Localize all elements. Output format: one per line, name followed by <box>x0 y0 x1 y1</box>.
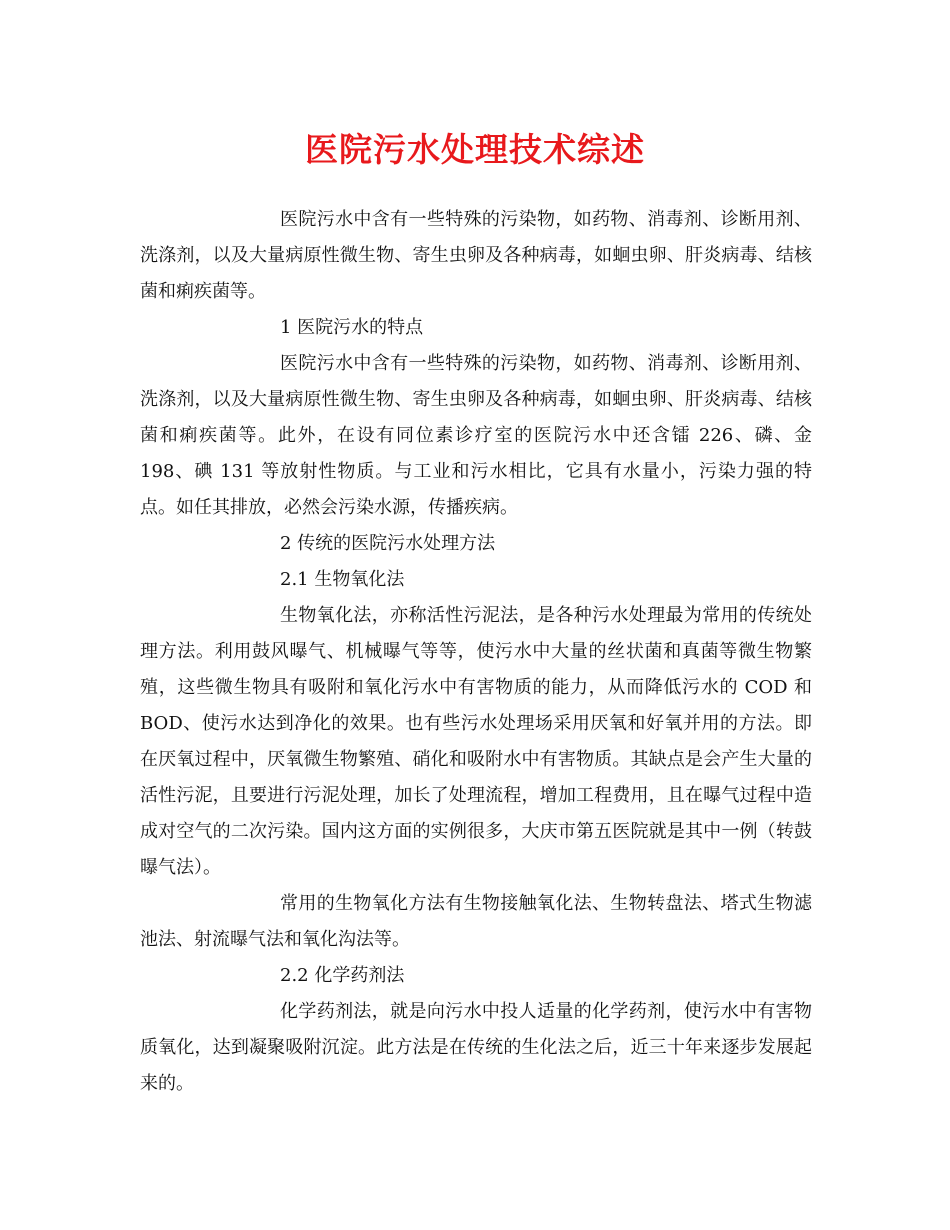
section-heading-2: 2 传统的医院污水处理方法 <box>280 533 496 554</box>
document-title: 医院污水处理技术综述 <box>305 130 645 169</box>
section-heading-1: 1 医院污水的特点 <box>280 317 424 338</box>
subsection-heading-2-2: 2.2 化学药剂法 <box>280 965 405 986</box>
section-1-paragraph: 医院污水中含有一些特殊的污染物，如药物、消毒剂、诊断用剂、洗涤剂，以及大量病原性微生物、寄生虫卵及各种病毒，如蛔虫卵、肝炎病毒、结核菌和痢疾菌等。此外，在设有同位素诊疗室的医院污水中还含镭 226、磷、金 198、碘 131 等放射性物质。与工业和污水相比，它具有水量小，污染力强的特点。如任其排放，必然会污染水源，传播疾病。 <box>140 353 812 518</box>
subsection-heading-2-1: 2.1 生物氧化法 <box>280 569 405 590</box>
document-body <box>140 202 812 1102</box>
subsection-2-2-paragraph: 化学药剂法，就是向污水中投人适量的化学药剂，使污水中有害物质氧化，达到凝聚吸附沉淀。此方法是在传统的生化法之后，近三十年来逐步发展起来的。 <box>140 1001 812 1094</box>
intro-paragraph: 医院污水中含有一些特殊的污染物，如药物、消毒剂、诊断用剂、洗涤剂，以及大量病原性微生物、寄生虫卵及各种病毒，如蛔虫卵、肝炎病毒、结核菌和痢疾菌等。 <box>140 209 812 302</box>
subsection-2-1-paragraph-2: 常用的生物氧化方法有生物接触氧化法、生物转盘法、塔式生物滤池法、射流曝气法和氧化沟法等。 <box>140 893 812 950</box>
subsection-2-1-paragraph-1: 生物氧化法，亦称活性污泥法，是各种污水处理最为常用的传统处理方法。利用鼓风曝气、机械曝气等等，使污水中大量的丝状菌和真菌等微生物繁殖，这些微生物具有吸附和氧化污水中有害物质的能力，从而降低污水的 COD 和 BOD、使污水达到净化的效果。也有些污水处理场采用厌氧和好氧并用的方法。即在厌氧过程中，厌氧微生物繁殖、硝化和吸附水中有害物质。其缺点是会产生大量的活性污泥，且要进行污泥处理，加长了处理流程，增加工程费用，且在曝气过程中造成对空气的二次污染。国内这方面的实例很多，大庆市第五医院就是其中一例（转鼓曝气法）。 <box>140 605 812 878</box>
